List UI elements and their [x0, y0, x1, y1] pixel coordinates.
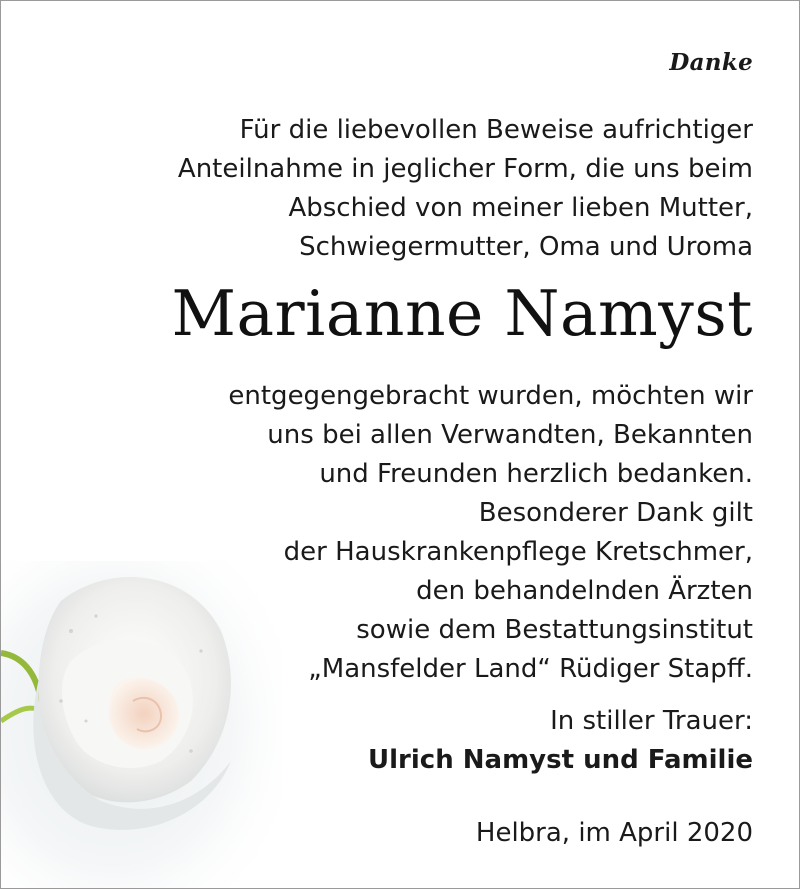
place-date: Helbra, im April 2020: [475, 818, 753, 848]
thanks-line: den behandelnden Ärzten: [416, 576, 753, 606]
intro-text: [178, 111, 753, 267]
thanks-text: [228, 377, 753, 689]
intro-line: Anteilnahme in jeglicher Form, die uns beim: [177, 154, 753, 184]
intro-line: Schwiegermutter, Oma und Uroma: [299, 232, 753, 262]
mourning-label: In stiller Trauer:: [550, 706, 753, 736]
intro-line: Abschied von meiner lieben Mutter,: [288, 193, 753, 223]
thanks-line: entgegengebracht wurden, möchten wir: [228, 381, 753, 411]
thanks-line: „Mansfelder Land“ Rüdiger Stapff.: [308, 654, 753, 684]
thanks-line: Besonderer Dank gilt: [478, 498, 753, 528]
thanks-line: der Hauskrankenpflege Kretschmer,: [283, 537, 753, 567]
deceased-name: Marianne Namyst: [171, 277, 753, 350]
intro-line: Für die liebevollen Beweise aufrichtiger: [239, 115, 753, 145]
mourning-signature: [368, 702, 753, 780]
thanks-line: sowie dem Bestattungsinstitut: [356, 615, 753, 645]
family-name: Ulrich Namyst und Familie: [368, 745, 753, 775]
thanks-line: uns bei allen Verwandten, Bekannten: [267, 420, 753, 450]
heading-danke: Danke: [669, 49, 753, 76]
thanks-line: und Freunden herzlich bedanken.: [319, 459, 753, 489]
